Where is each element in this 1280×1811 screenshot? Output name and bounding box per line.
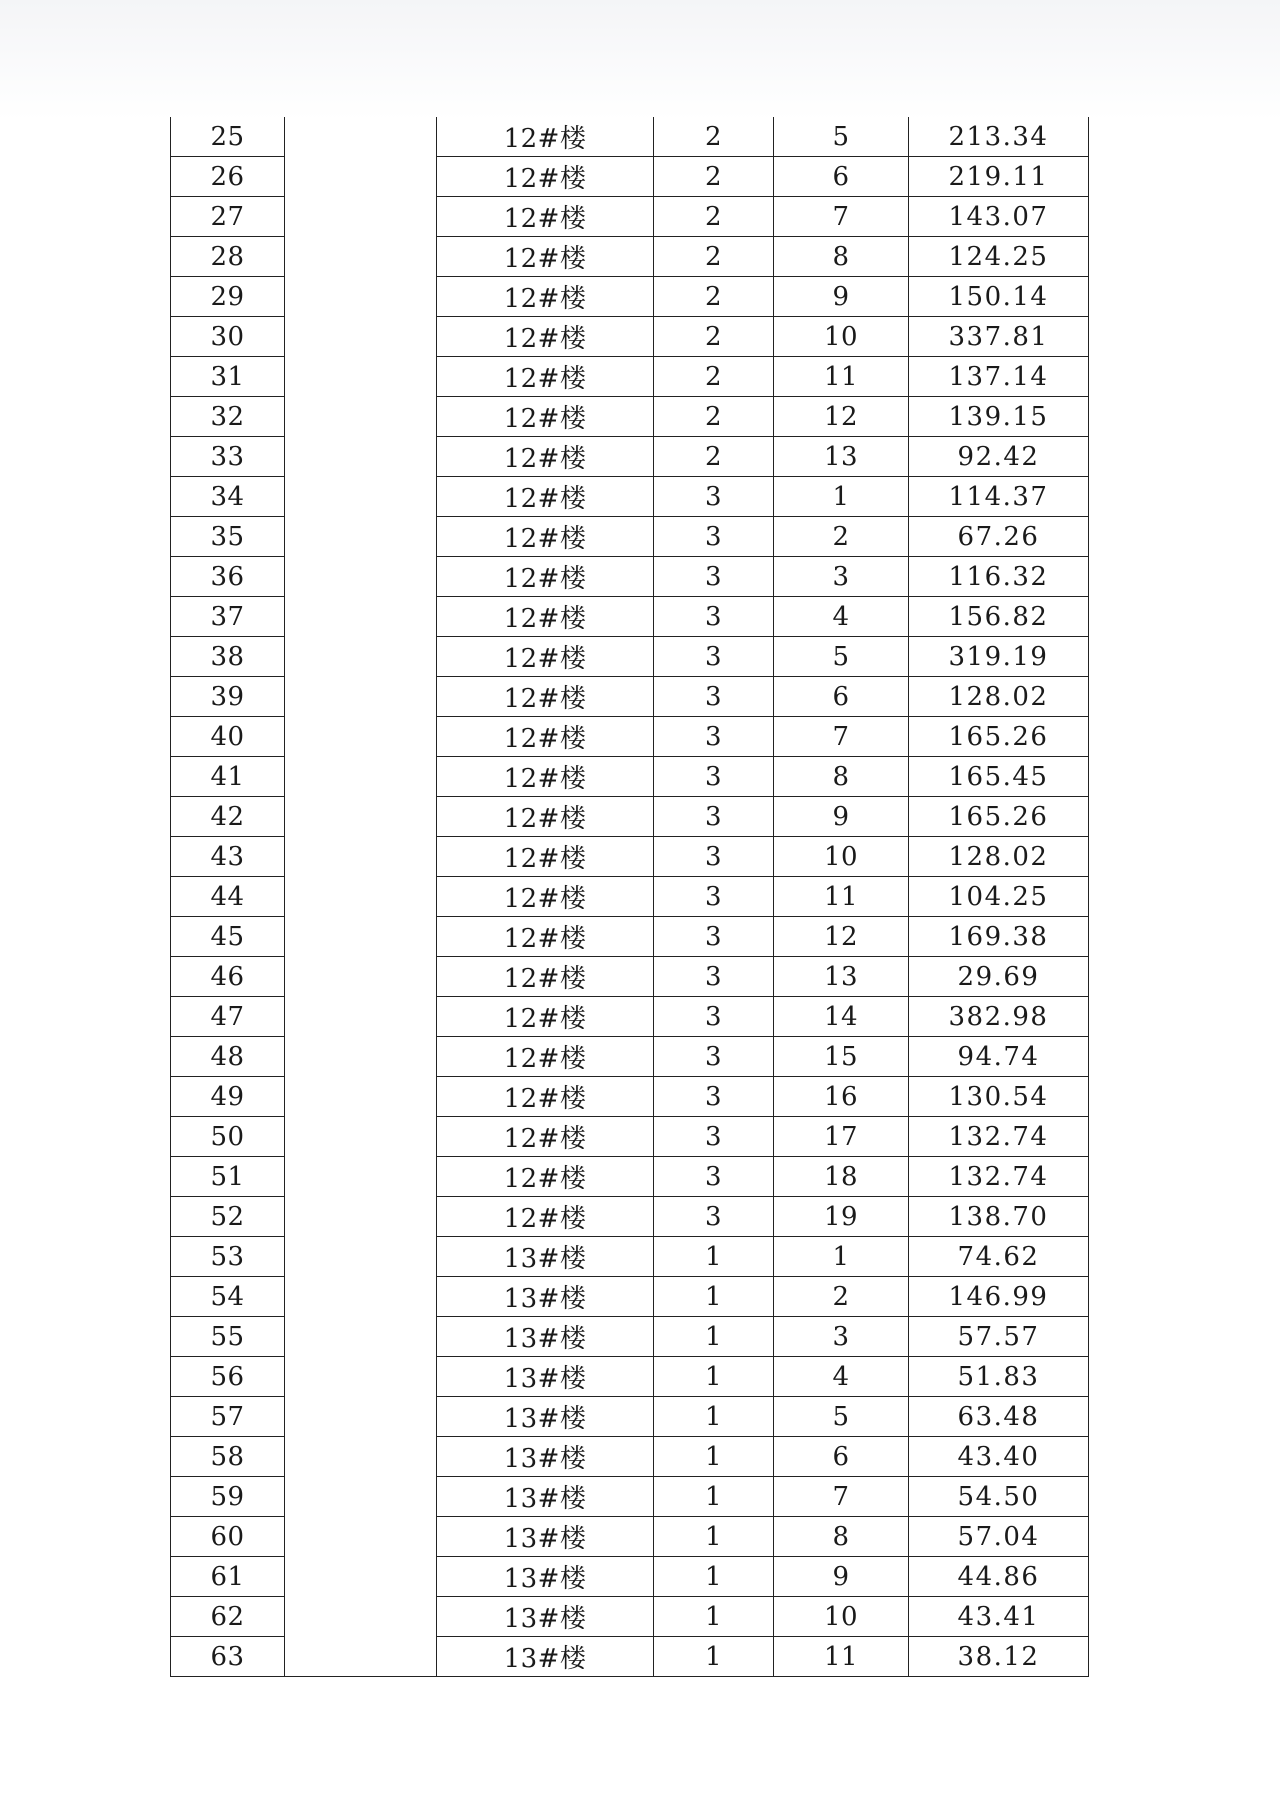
- room-cell: 10: [774, 317, 909, 357]
- blank-cell: [285, 837, 437, 877]
- unit-cell: 2: [654, 277, 774, 317]
- seq-cell: 47: [171, 997, 285, 1037]
- table-row: [171, 1477, 1089, 1517]
- room-cell: 2: [774, 517, 909, 557]
- unit-cell: 2: [654, 237, 774, 277]
- unit-cell: 3: [654, 997, 774, 1037]
- table-row: [171, 957, 1089, 997]
- table-row: [171, 1557, 1089, 1597]
- room-cell: 7: [774, 717, 909, 757]
- unit-cell: 1: [654, 1277, 774, 1317]
- unit-cell: 3: [654, 797, 774, 837]
- area-cell: 54.50: [909, 1477, 1089, 1517]
- room-cell: 4: [774, 1357, 909, 1397]
- room-cell: 13: [774, 957, 909, 997]
- table-row: [171, 477, 1089, 517]
- table-row: [171, 557, 1089, 597]
- area-cell: 219.11: [909, 157, 1089, 197]
- seq-cell: 56: [171, 1357, 285, 1397]
- area-cell: 128.02: [909, 837, 1089, 877]
- blank-cell: [285, 477, 437, 517]
- area-cell: 156.82: [909, 597, 1089, 637]
- blank-cell: [285, 917, 437, 957]
- room-cell: 12: [774, 397, 909, 437]
- building-cell: 12#楼: [437, 637, 654, 677]
- blank-cell: [285, 1517, 437, 1557]
- area-cell: 38.12: [909, 1637, 1089, 1677]
- building-cell: 12#楼: [437, 877, 654, 917]
- unit-cell: 1: [654, 1517, 774, 1557]
- seq-cell: 32: [171, 397, 285, 437]
- building-cell: 13#楼: [437, 1597, 654, 1637]
- unit-cell: 3: [654, 717, 774, 757]
- seq-cell: 46: [171, 957, 285, 997]
- table-row: [171, 1597, 1089, 1637]
- unit-cell: 3: [654, 557, 774, 597]
- table-row: [171, 1037, 1089, 1077]
- unit-cell: 2: [654, 317, 774, 357]
- table-row: [171, 877, 1089, 917]
- room-cell: 10: [774, 1597, 909, 1637]
- unit-cell: 3: [654, 757, 774, 797]
- unit-cell: 3: [654, 1197, 774, 1237]
- room-cell: 1: [774, 477, 909, 517]
- area-cell: 44.86: [909, 1557, 1089, 1597]
- blank-cell: [285, 637, 437, 677]
- building-cell: 13#楼: [437, 1477, 654, 1517]
- blank-cell: [285, 437, 437, 477]
- room-cell: 7: [774, 1477, 909, 1517]
- room-cell: 9: [774, 1557, 909, 1597]
- room-cell: 9: [774, 277, 909, 317]
- blank-cell: [285, 1597, 437, 1637]
- room-cell: 12: [774, 917, 909, 957]
- seq-cell: 25: [171, 117, 285, 157]
- seq-cell: 62: [171, 1597, 285, 1637]
- room-cell: 14: [774, 997, 909, 1037]
- blank-cell: [285, 557, 437, 597]
- area-cell: 169.38: [909, 917, 1089, 957]
- area-cell: 124.25: [909, 237, 1089, 277]
- blank-cell: [285, 597, 437, 637]
- unit-cell: 1: [654, 1597, 774, 1637]
- unit-cell: 1: [654, 1397, 774, 1437]
- room-cell: 13: [774, 437, 909, 477]
- area-cell: 92.42: [909, 437, 1089, 477]
- table-row: [171, 797, 1089, 837]
- table-row: [171, 1117, 1089, 1157]
- building-cell: 12#楼: [437, 357, 654, 397]
- area-cell: 51.83: [909, 1357, 1089, 1397]
- blank-cell: [285, 1397, 437, 1437]
- table-row: [171, 757, 1089, 797]
- room-cell: 8: [774, 237, 909, 277]
- seq-cell: 48: [171, 1037, 285, 1077]
- unit-cell: 3: [654, 1077, 774, 1117]
- building-cell: 12#楼: [437, 757, 654, 797]
- blank-cell: [285, 277, 437, 317]
- blank-cell: [285, 1357, 437, 1397]
- area-cell: 29.69: [909, 957, 1089, 997]
- building-cell: 12#楼: [437, 157, 654, 197]
- seq-cell: 38: [171, 637, 285, 677]
- room-cell: 4: [774, 597, 909, 637]
- unit-cell: 3: [654, 597, 774, 637]
- table-row: [171, 997, 1089, 1037]
- unit-cell: 3: [654, 957, 774, 997]
- blank-cell: [285, 517, 437, 557]
- table-row: [171, 1357, 1089, 1397]
- seq-cell: 42: [171, 797, 285, 837]
- seq-cell: 52: [171, 1197, 285, 1237]
- building-cell: 13#楼: [437, 1397, 654, 1437]
- unit-cell: 2: [654, 157, 774, 197]
- building-cell: 12#楼: [437, 997, 654, 1037]
- blank-cell: [285, 237, 437, 277]
- room-cell: 15: [774, 1037, 909, 1077]
- blank-cell: [285, 397, 437, 437]
- blank-cell: [285, 1317, 437, 1357]
- room-cell: 5: [774, 117, 909, 157]
- table-row: [171, 517, 1089, 557]
- building-cell: 12#楼: [437, 1157, 654, 1197]
- unit-cell: 1: [654, 1317, 774, 1357]
- seq-cell: 29: [171, 277, 285, 317]
- unit-cell: 1: [654, 1357, 774, 1397]
- table-row: [171, 1077, 1089, 1117]
- table-row: [171, 157, 1089, 197]
- seq-cell: 26: [171, 157, 285, 197]
- unit-cell: 3: [654, 517, 774, 557]
- building-cell: 12#楼: [437, 117, 654, 157]
- blank-cell: [285, 1117, 437, 1157]
- area-cell: 57.04: [909, 1517, 1089, 1557]
- blank-cell: [285, 997, 437, 1037]
- seq-cell: 54: [171, 1277, 285, 1317]
- building-cell: 12#楼: [437, 917, 654, 957]
- seq-cell: 28: [171, 237, 285, 277]
- table-row: [171, 1237, 1089, 1277]
- room-cell: 7: [774, 197, 909, 237]
- table-row: [171, 237, 1089, 277]
- seq-cell: 45: [171, 917, 285, 957]
- seq-cell: 40: [171, 717, 285, 757]
- unit-cell: 3: [654, 677, 774, 717]
- area-cell: 43.40: [909, 1437, 1089, 1477]
- building-cell: 12#楼: [437, 837, 654, 877]
- room-cell: 16: [774, 1077, 909, 1117]
- room-cell: 1: [774, 1237, 909, 1277]
- table-row: [171, 717, 1089, 757]
- unit-cell: 1: [654, 1477, 774, 1517]
- building-cell: 13#楼: [437, 1517, 654, 1557]
- building-cell: 12#楼: [437, 1197, 654, 1237]
- area-cell: 337.81: [909, 317, 1089, 357]
- seq-cell: 58: [171, 1437, 285, 1477]
- table-row: [171, 597, 1089, 637]
- blank-cell: [285, 357, 437, 397]
- area-cell: 104.25: [909, 877, 1089, 917]
- blank-cell: [285, 1277, 437, 1317]
- unit-cell: 3: [654, 877, 774, 917]
- area-cell: 139.15: [909, 397, 1089, 437]
- seq-cell: 44: [171, 877, 285, 917]
- area-cell: 132.74: [909, 1157, 1089, 1197]
- seq-cell: 43: [171, 837, 285, 877]
- blank-cell: [285, 1477, 437, 1517]
- room-cell: 6: [774, 677, 909, 717]
- table-row: [171, 1437, 1089, 1477]
- table-row: [171, 1277, 1089, 1317]
- building-cell: 12#楼: [437, 477, 654, 517]
- blank-cell: [285, 1077, 437, 1117]
- table-row: [171, 357, 1089, 397]
- unit-cell: 2: [654, 117, 774, 157]
- room-cell: 5: [774, 1397, 909, 1437]
- building-cell: 12#楼: [437, 1117, 654, 1157]
- room-cell: 5: [774, 637, 909, 677]
- seq-cell: 33: [171, 437, 285, 477]
- seq-cell: 50: [171, 1117, 285, 1157]
- building-cell: 12#楼: [437, 557, 654, 597]
- blank-cell: [285, 717, 437, 757]
- building-cell: 12#楼: [437, 797, 654, 837]
- area-cell: 67.26: [909, 517, 1089, 557]
- room-cell: 11: [774, 877, 909, 917]
- building-cell: 13#楼: [437, 1637, 654, 1677]
- building-cell: 13#楼: [437, 1237, 654, 1277]
- unit-cell: 2: [654, 357, 774, 397]
- table-row: [171, 917, 1089, 957]
- building-cell: 12#楼: [437, 277, 654, 317]
- seq-cell: 30: [171, 317, 285, 357]
- room-cell: 17: [774, 1117, 909, 1157]
- unit-cell: 3: [654, 917, 774, 957]
- building-cell: 12#楼: [437, 597, 654, 637]
- unit-cell: 1: [654, 1237, 774, 1277]
- blank-cell: [285, 877, 437, 917]
- table-row: [171, 637, 1089, 677]
- blank-cell: [285, 1157, 437, 1197]
- area-cell: 143.07: [909, 197, 1089, 237]
- seq-cell: 37: [171, 597, 285, 637]
- building-cell: 13#楼: [437, 1277, 654, 1317]
- blank-cell: [285, 957, 437, 997]
- room-cell: 18: [774, 1157, 909, 1197]
- table-row: [171, 317, 1089, 357]
- room-cell: 3: [774, 1317, 909, 1357]
- blank-cell: [285, 1037, 437, 1077]
- table-row: [171, 197, 1089, 237]
- blank-cell: [285, 757, 437, 797]
- table-row: [171, 1317, 1089, 1357]
- unit-cell: 3: [654, 637, 774, 677]
- room-cell: 10: [774, 837, 909, 877]
- room-cell: 6: [774, 157, 909, 197]
- area-cell: 116.32: [909, 557, 1089, 597]
- blank-cell: [285, 797, 437, 837]
- unit-cell: 3: [654, 1157, 774, 1197]
- seq-cell: 39: [171, 677, 285, 717]
- seq-cell: 34: [171, 477, 285, 517]
- page-top-edge: [0, 0, 1280, 120]
- seq-cell: 60: [171, 1517, 285, 1557]
- seq-cell: 41: [171, 757, 285, 797]
- blank-cell: [285, 677, 437, 717]
- unit-cell: 1: [654, 1637, 774, 1677]
- seq-cell: 63: [171, 1637, 285, 1677]
- building-cell: 12#楼: [437, 397, 654, 437]
- room-cell: 19: [774, 1197, 909, 1237]
- unit-cell: 3: [654, 1037, 774, 1077]
- seq-cell: 61: [171, 1557, 285, 1597]
- table-row: [171, 1157, 1089, 1197]
- seq-cell: 53: [171, 1237, 285, 1277]
- building-cell: 12#楼: [437, 517, 654, 557]
- seq-cell: 31: [171, 357, 285, 397]
- area-cell: 165.45: [909, 757, 1089, 797]
- area-cell: 382.98: [909, 997, 1089, 1037]
- area-cell: 63.48: [909, 1397, 1089, 1437]
- seq-cell: 59: [171, 1477, 285, 1517]
- area-cell: 132.74: [909, 1117, 1089, 1157]
- unit-cell: 2: [654, 437, 774, 477]
- building-cell: 12#楼: [437, 237, 654, 277]
- room-cell: 9: [774, 797, 909, 837]
- blank-cell: [285, 1237, 437, 1277]
- property-table: [170, 117, 1089, 1677]
- unit-cell: 2: [654, 197, 774, 237]
- blank-cell: [285, 1197, 437, 1237]
- unit-cell: 2: [654, 397, 774, 437]
- blank-cell: [285, 1437, 437, 1477]
- room-cell: 2: [774, 1277, 909, 1317]
- table-row: [171, 277, 1089, 317]
- building-cell: 12#楼: [437, 717, 654, 757]
- unit-cell: 1: [654, 1437, 774, 1477]
- room-cell: 6: [774, 1437, 909, 1477]
- area-cell: 146.99: [909, 1277, 1089, 1317]
- unit-cell: 3: [654, 477, 774, 517]
- building-cell: 13#楼: [437, 1437, 654, 1477]
- room-cell: 11: [774, 1637, 909, 1677]
- area-cell: 114.37: [909, 477, 1089, 517]
- area-cell: 74.62: [909, 1237, 1089, 1277]
- area-cell: 150.14: [909, 277, 1089, 317]
- seq-cell: 35: [171, 517, 285, 557]
- room-cell: 3: [774, 557, 909, 597]
- seq-cell: 57: [171, 1397, 285, 1437]
- building-cell: 12#楼: [437, 1037, 654, 1077]
- unit-cell: 3: [654, 1117, 774, 1157]
- seq-cell: 36: [171, 557, 285, 597]
- building-cell: 12#楼: [437, 1077, 654, 1117]
- blank-cell: [285, 117, 437, 157]
- area-cell: 128.02: [909, 677, 1089, 717]
- table-row: [171, 677, 1089, 717]
- area-cell: 165.26: [909, 717, 1089, 757]
- room-cell: 11: [774, 357, 909, 397]
- blank-cell: [285, 1637, 437, 1677]
- area-cell: 94.74: [909, 1037, 1089, 1077]
- building-cell: 12#楼: [437, 437, 654, 477]
- table-row: [171, 1197, 1089, 1237]
- table-row: [171, 1397, 1089, 1437]
- table-row: [171, 117, 1089, 157]
- unit-cell: 1: [654, 1557, 774, 1597]
- table-row: [171, 397, 1089, 437]
- area-cell: 165.26: [909, 797, 1089, 837]
- building-cell: 13#楼: [437, 1557, 654, 1597]
- area-cell: 43.41: [909, 1597, 1089, 1637]
- building-cell: 12#楼: [437, 317, 654, 357]
- blank-cell: [285, 157, 437, 197]
- table-row: [171, 437, 1089, 477]
- area-cell: 130.54: [909, 1077, 1089, 1117]
- building-cell: 12#楼: [437, 677, 654, 717]
- seq-cell: 49: [171, 1077, 285, 1117]
- building-cell: 12#楼: [437, 957, 654, 997]
- property-table-body: [171, 117, 1089, 1677]
- room-cell: 8: [774, 757, 909, 797]
- seq-cell: 55: [171, 1317, 285, 1357]
- unit-cell: 3: [654, 837, 774, 877]
- table-row: [171, 837, 1089, 877]
- building-cell: 12#楼: [437, 197, 654, 237]
- seq-cell: 27: [171, 197, 285, 237]
- table-row: [171, 1637, 1089, 1677]
- seq-cell: 51: [171, 1157, 285, 1197]
- area-cell: 57.57: [909, 1317, 1089, 1357]
- area-cell: 138.70: [909, 1197, 1089, 1237]
- area-cell: 213.34: [909, 117, 1089, 157]
- area-cell: 319.19: [909, 637, 1089, 677]
- blank-cell: [285, 197, 437, 237]
- building-cell: 13#楼: [437, 1317, 654, 1357]
- blank-cell: [285, 1557, 437, 1597]
- area-cell: 137.14: [909, 357, 1089, 397]
- blank-cell: [285, 317, 437, 357]
- room-cell: 8: [774, 1517, 909, 1557]
- building-cell: 13#楼: [437, 1357, 654, 1397]
- table-row: [171, 1517, 1089, 1557]
